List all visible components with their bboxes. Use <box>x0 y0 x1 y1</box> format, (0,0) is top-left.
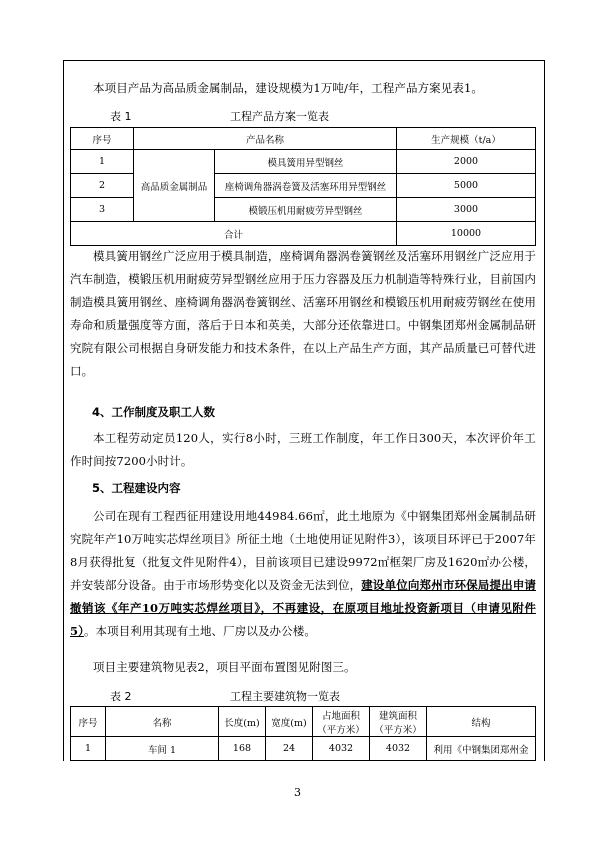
table-header-cell: 名称 <box>106 707 219 737</box>
table-cell: 24 <box>266 737 313 761</box>
table-cell: 1 <box>71 737 106 761</box>
table-header-cell: 宽度(m) <box>266 707 313 737</box>
table-header-cell: 长度(m) <box>219 707 266 737</box>
table-cell: 1 <box>71 150 134 174</box>
table-header-cell: 产品名称 <box>134 128 397 150</box>
section5-text-end: 。本项目利用其现有土地、厂房以及办公楼。 <box>83 624 316 638</box>
table1-title: 工程产品方案一览表 <box>230 110 329 123</box>
total-label: 合计 <box>71 222 397 246</box>
section5-paragraph <box>70 505 536 643</box>
table1-label: 表 1 <box>110 110 132 123</box>
table-cell: 4032 <box>313 737 370 761</box>
products-paragraph: 模具簧用钢丝广泛应用于模具制造，座椅调角器涡卷簧钢丝及活塞环用钢丝广泛应用于汽车制造，模锻压机用耐疲劳异型钢丝应用于压力容器及压力机制造等特殊行业，目前国内制造模具簧用钢丝、座椅调角器涡卷簧钢丝、活塞环用钢丝和模锻压机用耐疲劳钢丝在使用寿命和质量强度等方面，落后于日本和英美，大部分还依靠进口。中钢集团郑州金属制品研究院有限公司根据自身研发能力和技术条件，在以上产品生产方面，其产品质量已可替代进口。 <box>70 249 536 378</box>
table-cell: 座椅调角器涡卷簧及活塞环用异型钢丝 <box>215 174 397 198</box>
intro-paragraph: 本项目产品为高品质金属制品，建设规模为1万吨/年，工程产品方案见表1。 <box>93 81 484 95</box>
table-cell: 4032 <box>370 737 427 761</box>
page-number: 3 <box>294 786 301 799</box>
table2-title: 工程主要建筑物一览表 <box>230 690 340 703</box>
table2-label: 表 2 <box>110 690 132 703</box>
section4-paragraph: 本工程劳动定员120人，实行8小时，三班工作制度，年工作日300天，本次评价年工作时间按7200小时计。 <box>70 431 536 468</box>
table-cell: 5000 <box>397 174 536 198</box>
table-cell: 3000 <box>397 198 536 222</box>
table-cell: 3 <box>71 198 134 222</box>
table-cell: 车间 1 <box>106 737 219 761</box>
table-cell: 2 <box>71 174 134 198</box>
table-header-cell: 序号 <box>71 707 106 737</box>
building-table <box>70 706 536 761</box>
section5-heading: 5、工程建设内容 <box>92 481 181 495</box>
table-header-cell: 建筑面积（平方米） <box>370 707 427 737</box>
section5-text: 公司在现有工程西征用建设用地44984.66㎡，此土地原为《中钢集团郑州金属制品研究院年产10万吨实芯焊丝项目》所征土地（土地使用证见附件3），该项目环评已于2007年8月获得批复（批复文件见附件4），目前该项目已建设9972㎡框架厂房及1620㎡办公楼，并安装部分设备。由于市场形势变化以及资金无法到位， <box>70 509 536 592</box>
table-cell: 2000 <box>397 150 536 174</box>
table-header-row <box>71 128 536 150</box>
table-cell: 利用《中钢集团郑州金 <box>427 737 536 761</box>
total-value: 10000 <box>397 222 536 246</box>
table-cell: 模具簧用异型钢丝 <box>215 150 397 174</box>
table-row <box>71 737 536 761</box>
table-header-cell: 序号 <box>71 128 134 150</box>
table-cell: 模锻压机用耐疲劳异型钢丝 <box>215 198 397 222</box>
table-header-row <box>71 707 536 737</box>
section5-bold-text: 建设单位向郑州市环保局提出申请撤销该《年产10万吨实芯焊丝项目》，不再建设，在原项目地址投资新项目（申请见附件5） <box>70 578 536 638</box>
table-row <box>71 150 536 174</box>
product-group-cell: 高品质金属制品 <box>134 150 215 222</box>
section4-heading: 4、工作制度及职工人数 <box>92 405 216 419</box>
table-total-row <box>71 222 536 246</box>
table-header-cell: 生产规模（t/a） <box>397 128 536 150</box>
table-cell: 168 <box>219 737 266 761</box>
product-table <box>70 127 536 246</box>
section5-note: 项目主要建筑物见表2，项目平面布置图见附图三。 <box>93 660 356 674</box>
table-header-cell: 占地面积（平方米） <box>313 707 370 737</box>
table-header-cell: 结构 <box>427 707 536 737</box>
